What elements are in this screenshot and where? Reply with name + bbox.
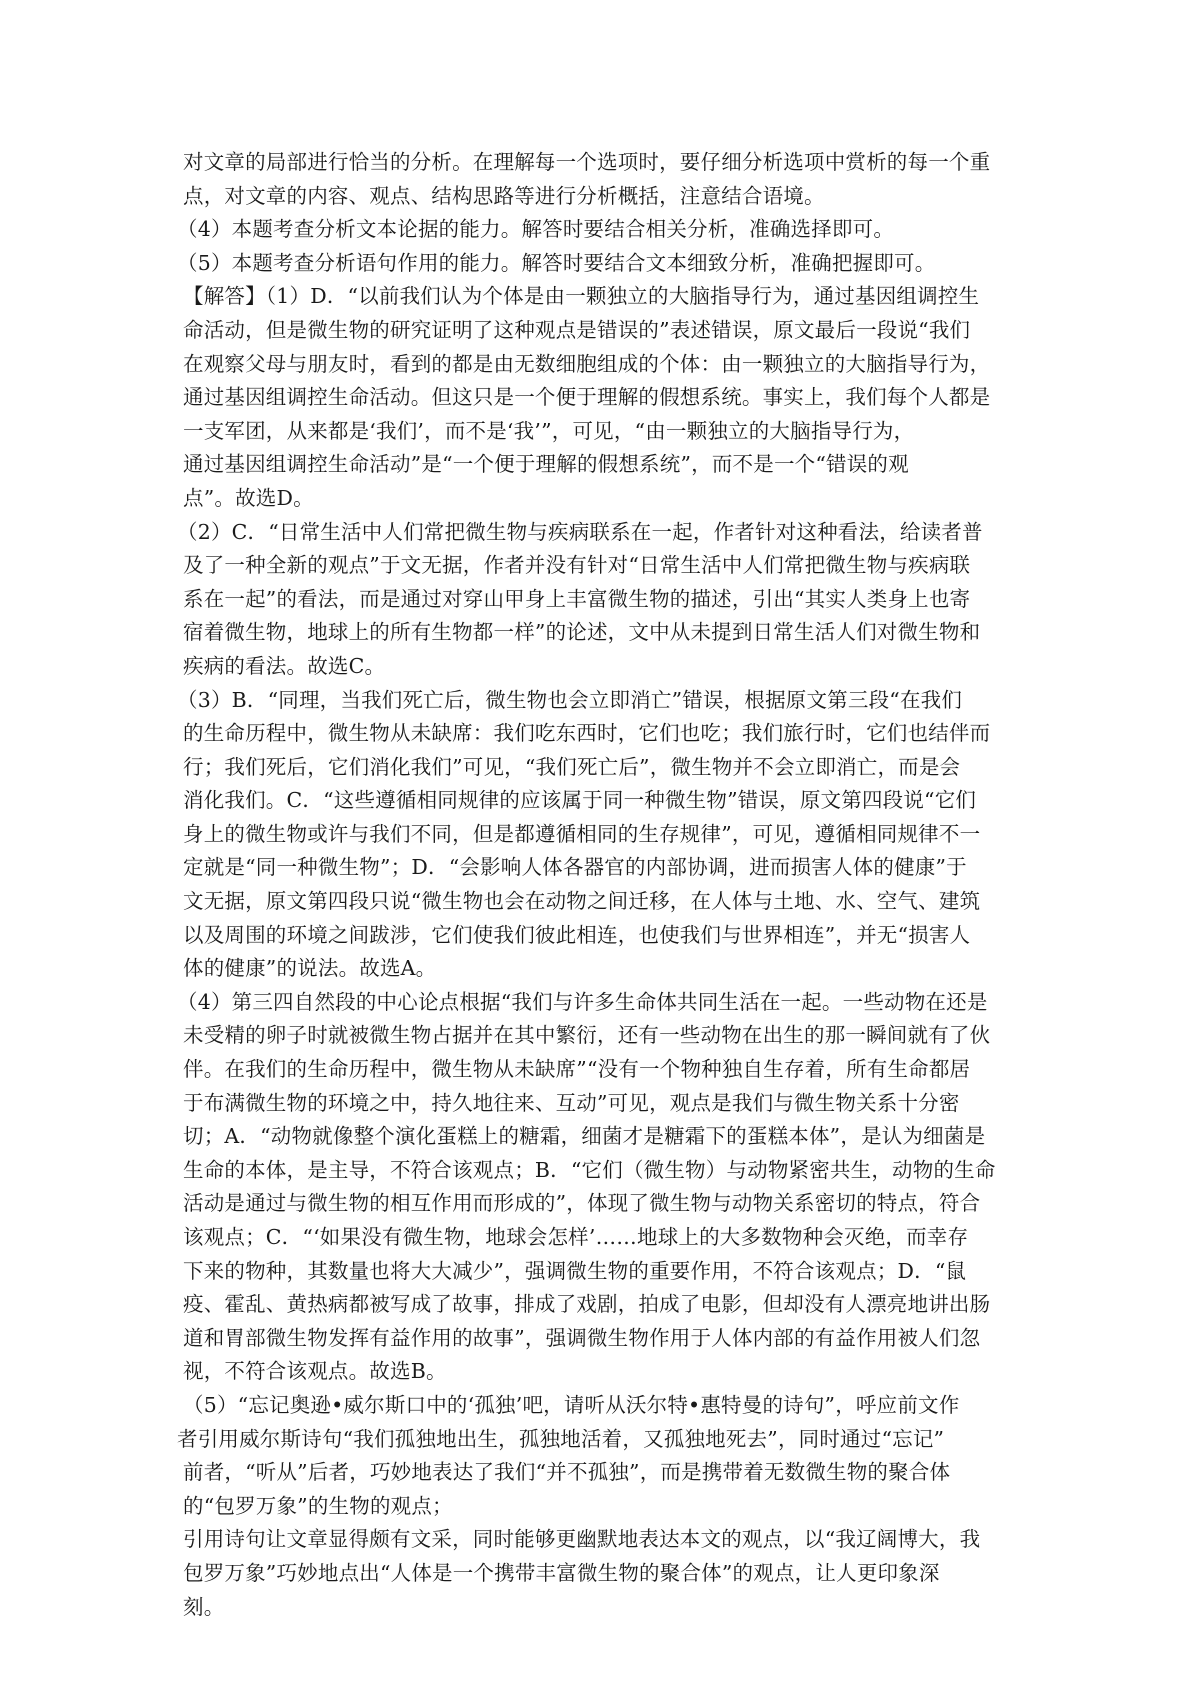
text-line: 一支军团，从来都是‘我们’，而不是‘我’”，可见，“由一颗独立的大脑指导行为，	[183, 418, 915, 443]
text-line: 通过基因组调控生命活动。但这只是一个便于理解的假想系统。事实上，我们每个人都是	[183, 385, 991, 410]
text-line: 疫、霍乱、黄热病都被写成了故事，排成了戏剧，拍成了电影，但却没有人漂亮地讲出肠	[183, 1292, 991, 1317]
text-line: 点”。故选D。	[183, 485, 314, 510]
text-line: 【解答】（1）D．“以前我们认为个体是由一颗独立的大脑指导行为，通过基因组调控生	[183, 284, 980, 309]
text-line: 对文章的局部进行恰当的分析。在理解每一个选项时，要仔细分析选项中赏析的每一个重	[183, 150, 991, 174]
text-line: 道和胃部微生物发挥有益作用的故事”，强调微生物作用于人体内部的有益作用被人们忽	[183, 1325, 981, 1350]
text-line: 体的健康”的说法。故选A。	[183, 956, 437, 981]
text-line: 下来的物种，其数量也将大大减少”，强调微生物的重要作用，不符合该观点；D．“鼠	[183, 1258, 967, 1283]
text-line: 视，不符合该观点。故选B。	[183, 1359, 447, 1384]
text-line: 点，对文章的内容、观点、结构思路等进行分析概括，注意结合语境。	[183, 183, 825, 208]
text-line: 包罗万象”巧妙地点出“人体是一个携带丰富微生物的聚合体”的观点，让人更印象深	[183, 1560, 940, 1585]
text-line: （3）B．“同理，当我们死亡后，微生物也会立即消亡”错误，根据原文第三段“在我们	[177, 687, 963, 712]
text-line: （4）第三四自然段的中心论点根据“我们与许多生命体共同生活在一起。一些动物在还是	[177, 989, 988, 1014]
text-line: 身上的微生物或许与我们不同，但是都遵循相同的生存规律”，可见，遵循相同规律不一	[183, 821, 981, 846]
text-line: 及了一种全新的观点”于文无据，作者并没有针对“日常生活中人们常把微生物与疾病联	[183, 553, 971, 578]
text-line: 通过基因组调控生命活动”是“一个便于理解的假想系统”，而不是一个“错误的观	[183, 452, 909, 477]
answer-text-block	[177, 146, 1033, 1658]
text-line: 切；A．“动物就像整个演化蛋糕上的糖霜，细菌才是糖霜下的蛋糕本体”，是认为细菌是	[183, 1124, 986, 1149]
text-line: 未受精的卵子时就被微生物占据并在其中繁衍，还有一些动物在出生的那一瞬间就有了伙	[183, 1023, 991, 1048]
text-line: （4）本题考查分析文本论据的能力。解答时要结合相关分析，准确选择即可。	[177, 217, 895, 242]
text-line: 于布满微生物的环境之中，持久地往来、互动”可见，观点是我们与微生物关系十分密	[183, 1090, 960, 1115]
text-line: 引用诗句让文章显得颇有文采，同时能够更幽默地表达本文的观点，以“我辽阔博大，我	[183, 1527, 981, 1552]
text-line: （5）“忘记奥逊•威尔斯口中的‘孤独’吧，请听从沃尔特•惠特曼的诗句”，呼应前文作	[183, 1392, 960, 1417]
text-line: 该观点；C．“‘如果没有微生物，地球会怎样’……地球上的大多数物种会灭绝，而幸存	[183, 1225, 969, 1249]
text-line: 的“包罗万象”的生物的观点；	[183, 1493, 453, 1518]
text-line: 系在一起”的看法，而是通过对穿山甲身上丰富微生物的描述，引出“其实人类身上也寄	[183, 586, 971, 611]
text-line: 活动是通过与微生物的相互作用而形成的”，体现了微生物与动物关系密切的特点，符合	[183, 1191, 981, 1216]
text-line: （2）C．“日常生活中人们常把微生物与疾病联系在一起，作者针对这种看法，给读者普	[177, 519, 983, 544]
text-line: 以及周围的环境之间跋涉，它们使我们彼此相连，也使我们与世界相连”，并无“损害人	[183, 922, 971, 947]
text-line: 命活动，但是微生物的研究证明了这种观点是错误的”表述错误，原文最后一段说“我们	[183, 317, 971, 342]
text-line: 刻。	[183, 1594, 225, 1619]
text-line	[183, 1624, 1033, 1658]
text-line: 生命的本体，是主导，不符合该观点；B．“它们（微生物）与动物紧密共生，动物的生命	[183, 1157, 996, 1182]
text-line: 疾病的看法。故选C。	[183, 653, 386, 678]
text-line: 者引用威尔斯诗句“我们孤独地出生，孤独地活着，又孤独地死去”，同时通过“忘记”	[177, 1426, 945, 1451]
text-line: 宿着微生物，地球上的所有生物都一样”的论述，文中从未提到日常生活人们对微生物和	[183, 620, 981, 645]
text-line: 定就是“同一种微生物”；D．“会影响人体各器官的内部协调，进而损害人体的健康”于	[183, 855, 967, 880]
text-line: 消化我们。C．“这些遵循相同规律的应该属于同一种微生物”错误，原文第四段说“它们	[183, 788, 977, 813]
text-line: 的生命历程中，微生物从未缺席：我们吃东西时，它们也吃；我们旅行时，它们也结伴而	[183, 721, 991, 746]
text-line: 行；我们死后，它们消化我们”可见，“我们死亡后”，微生物并不会立即消亡，而是会	[183, 754, 961, 779]
text-line: 在观察父母与朋友时，看到的都是由无数细胞组成的个体：由一颗独立的大脑指导行为，	[183, 351, 991, 376]
text-line: 伴。在我们的生命历程中，微生物从未缺席”“没有一个物种独自生存着，所有生命都居	[183, 1057, 971, 1082]
text-line: 前者，“听从”后者，巧妙地表达了我们“并不孤独”，而是携带着无数微生物的聚合体	[183, 1460, 951, 1485]
text-line: （5）本题考查分析语句作用的能力。解答时要结合文本细致分析，准确把握即可。	[177, 250, 936, 275]
text-line: 文无据，原文第四段只说“微生物也会在动物之间迁移，在人体与土地、水、空气、建筑	[183, 889, 981, 914]
